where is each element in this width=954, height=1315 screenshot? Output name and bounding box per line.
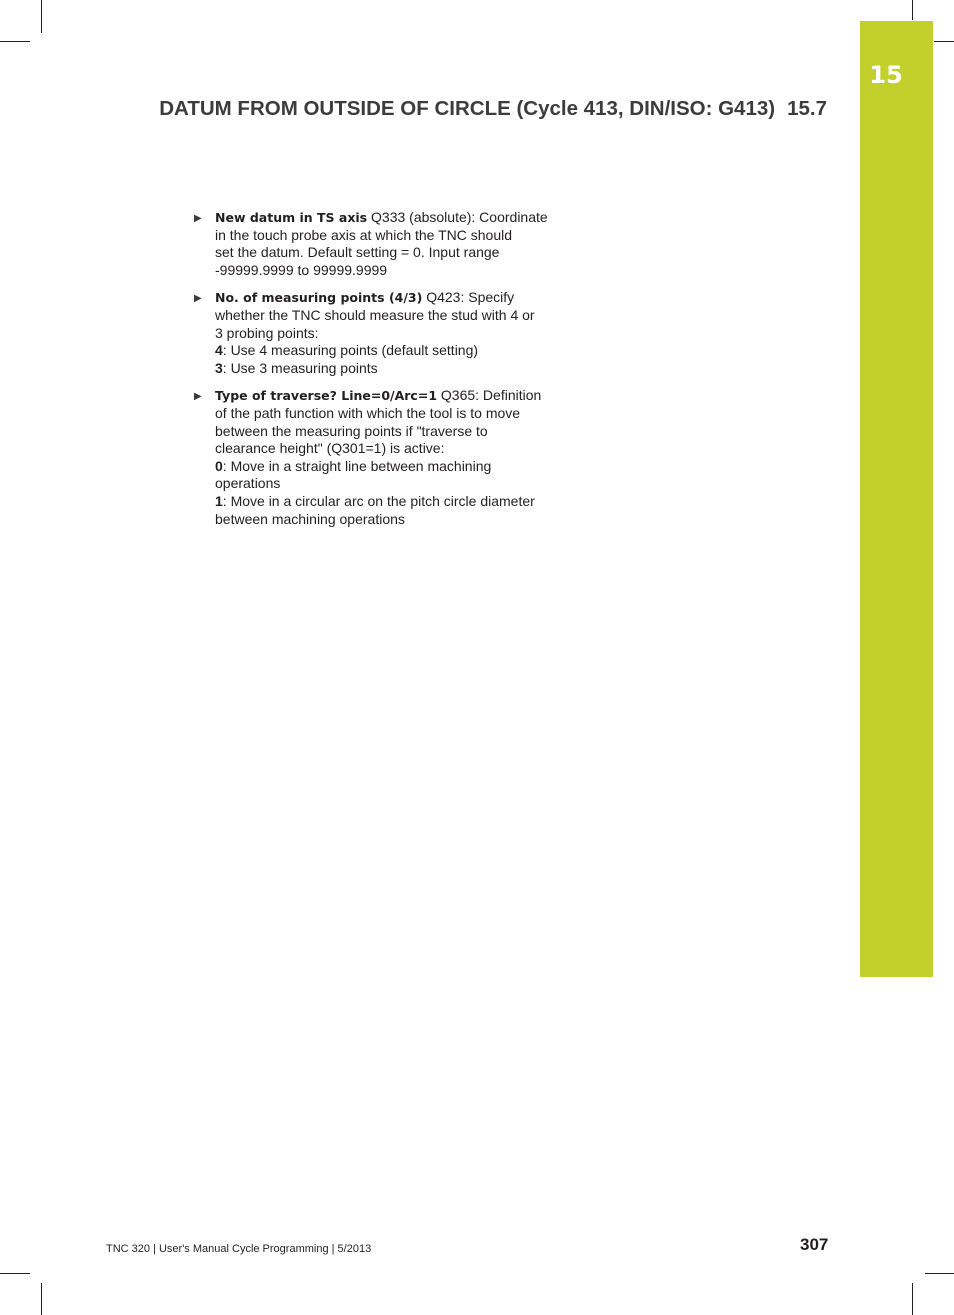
list-item	[194, 289, 564, 377]
crop-mark	[0, 41, 30, 42]
crop-mark	[912, 1283, 913, 1315]
chapter-number: 15	[869, 61, 903, 89]
option-line	[215, 493, 564, 511]
header-title: DATUM FROM OUTSIDE OF CIRCLE (Cycle 413, DIN/ISO: G413)	[159, 97, 776, 120]
option-key: 4	[215, 342, 223, 359]
option-text: : Use 3 measuring points	[222, 359, 378, 376]
item-line: of the path function with which the tool is to move	[215, 404, 521, 421]
page-number: 307	[800, 1235, 829, 1254]
item-term: New datum in TS axis	[215, 210, 368, 225]
crop-mark	[41, 0, 42, 33]
crop-mark	[934, 41, 954, 42]
option-continuation: between machining operations	[215, 510, 405, 527]
bullet-arrow-icon: ▶	[194, 213, 202, 224]
item-text: Q423: Specify	[422, 289, 515, 306]
list-item	[194, 209, 564, 279]
item-line	[215, 387, 564, 405]
crop-mark	[912, 0, 913, 20]
option-key: 0	[215, 457, 223, 474]
option-text: : Move in a straight line between machining	[222, 457, 492, 474]
item-line: between the measuring points if "traverse to	[215, 422, 488, 439]
option-line	[215, 342, 564, 360]
option-key: 1	[215, 492, 223, 509]
list-item	[194, 387, 564, 528]
item-text: Q333 (absolute): Coordinate	[367, 209, 548, 225]
header-section: 15.7	[787, 97, 827, 120]
option-key: 3	[215, 359, 223, 376]
item-term: No. of measuring points (4/3)	[215, 290, 423, 306]
option-text: : Move in a circular arc on the pitch circle diameter	[222, 492, 535, 509]
bullet-arrow-icon: ▶	[194, 293, 202, 305]
bullet-arrow-icon: ▶	[194, 391, 202, 403]
parameter-list	[194, 209, 564, 538]
item-line: in the touch probe axis at which the TNC should	[215, 226, 513, 243]
footer-text: TNC 320 | User's Manual Cycle Programming | 5/2013	[106, 1243, 372, 1255]
option-line	[215, 360, 564, 378]
crop-mark	[0, 1273, 30, 1274]
item-line: whether the TNC should measure the stud with 4 or	[215, 306, 535, 323]
item-line: clearance height" (Q301=1) is active:	[215, 440, 445, 457]
crop-mark	[41, 1283, 42, 1315]
running-header	[159, 97, 827, 121]
item-text: Q365: Definition	[437, 387, 542, 404]
item-line: 3 probing points:	[215, 324, 319, 341]
item-line: -99999.9999 to 99999.9999	[215, 261, 388, 278]
item-line	[215, 209, 564, 227]
item-line	[215, 289, 564, 307]
crop-mark	[925, 1273, 954, 1274]
item-term: Type of traverse? Line=0/Arc=1	[215, 388, 438, 404]
chapter-tab	[860, 21, 933, 977]
item-line: set the datum. Default setting = 0. Input range	[215, 244, 500, 261]
option-line	[215, 458, 564, 476]
option-text: : Use 4 measuring points (default setting)	[222, 342, 479, 359]
option-continuation: operations	[215, 475, 281, 492]
